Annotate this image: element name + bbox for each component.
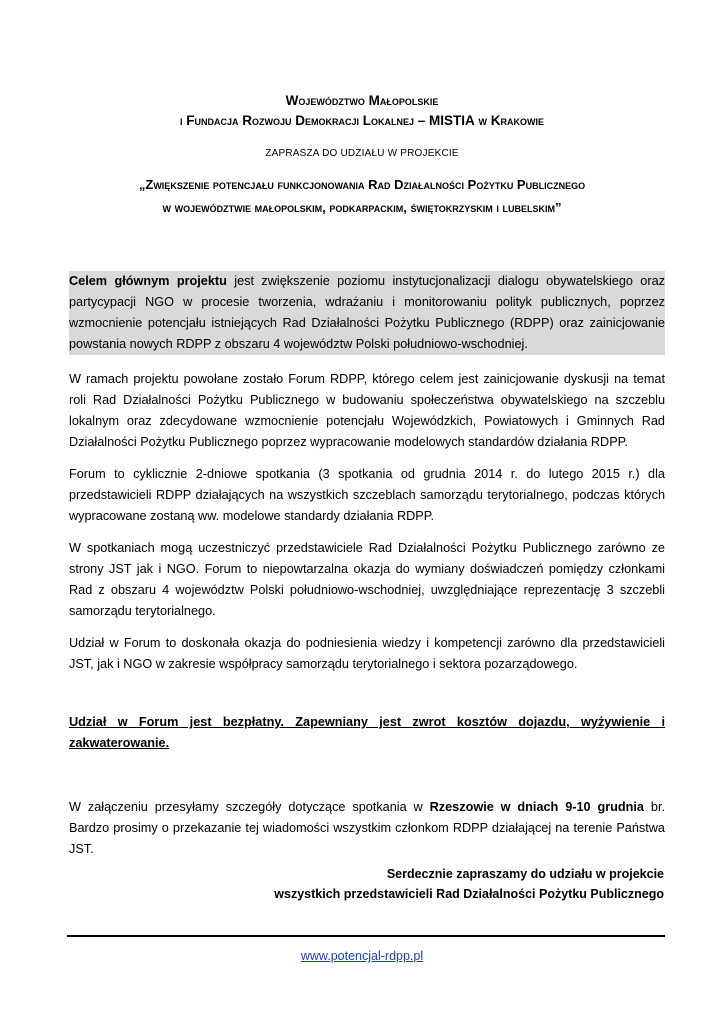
goal-text: jest zwiększenie poziomu instytucjonalizacji dialogu obywatelskiego oraz partycypacji NGO w procesie tworzenia, wdrażaniu i monitorowaniu polityk publicznych, poprzez wzmocnienie potencjału istniejących Rad Działalności Pożytku Publicznego (RDPP) oraz zainicjowanie powstania nowych RDPP z obszaru 4 województw Polski południowo-wschodniej. <box>69 274 665 351</box>
document-header <box>0 91 724 219</box>
free-participation-notice: Udział w Forum jest bezpłatny. Zapewniany jest zwrot kosztów dojazdu, wyżywienie i zakwaterowanie. <box>69 715 665 750</box>
closing-line-2: wszystkich przedstawicieli Rad Działalności Pożytku Publicznego <box>274 887 664 901</box>
attachment-location-date: Rzeszowie w dniach 9-10 grudnia <box>429 800 644 814</box>
project-title-line-2: w województwie małopolskim, podkarpackim, świętokrzyskim i lubelskim” <box>162 200 562 215</box>
closing-signature <box>274 864 664 904</box>
invite-line: ZAPRASZA DO UDZIAŁU W PROJEKCIE <box>265 148 459 159</box>
goal-paragraph <box>69 271 665 355</box>
organizer-line-2-part1: i Fundacja Rozwoju Demokracji Lokalnej – <box>179 113 429 128</box>
project-title <box>0 173 724 219</box>
organizer-line-2 <box>0 111 724 131</box>
forum-paragraph: W ramach projektu powołane zostało Forum RDPP, którego celem jest zainicjowanie dyskusji na temat roli Rad Działalności Pożytku Publicznego w budowaniu społeczeństwa obywatelskiego na szczeblu lokalnym oraz zdecydowane wzmocnienie potencjału Wojewódzkich, Powiatowych i Gminnych Rad Działalności Pożytku Publicznego poprzez wypracowanie modelowych standardów działania RDPP. <box>69 372 665 449</box>
meetings-paragraph: Forum to cyklicznie 2-dniowe spotkania (3 spotkania od grudnia 2014 r. do lutego 2015 r.) dla przedstawicieli RDPP działających na wszystkich szczeblach samorządu terytorialnego, podczas których wypracowane zostaną ww. modelowe standardy działania RDPP. <box>69 467 665 523</box>
closing-line-1: Serdecznie zapraszamy do udziału w projekcie <box>386 867 664 881</box>
attachment-paragraph <box>69 797 665 860</box>
attachment-text-2: br. Bardzo prosimy o przekazanie tej wiadomości wszystkim członkom RDPP działającej na terenie Państwa JST. <box>69 800 665 856</box>
goal-lead: Celem głównym projektu <box>69 274 227 288</box>
organizer-mistia: MISTIA <box>429 113 475 128</box>
document-body <box>69 271 665 871</box>
project-title-line-1: „Zwiększenie potencjału funkcjonowania Rad Działalności Pożytku Publicznego <box>138 177 586 192</box>
organizer-line-1: Województwo Małopolskie <box>285 93 439 108</box>
footer-divider <box>67 935 665 937</box>
organizer-line-2-part2: w Krakowie <box>474 113 544 128</box>
website-link[interactable]: www.potencjal-rdpp.pl <box>300 949 424 963</box>
attachment-text-1: W załączeniu przesyłamy szczegóły dotyczące spotkania w <box>69 800 430 814</box>
participants-paragraph: W spotkaniach mogą uczestniczyć przedstawiciele Rad Działalności Pożytku Publicznego zarówno ze strony JST jak i NGO. Forum to niepowtarzalna okazja do wymiany doświadczeń pomiędzy członkami Rad z obszaru 4 województw Polski południowo-wschodniej, uwzględniające reprezentację 3 szczebli samorządu terytorialnego. <box>69 541 665 618</box>
opportunity-paragraph: Udział w Forum to doskonała okazja do podniesienia wiedzy i kompetencji zarówno dla przedstawicieli JST, jak i NGO w zakresie współpracy samorządu terytorialnego i sektora pozarządowego. <box>69 636 665 671</box>
